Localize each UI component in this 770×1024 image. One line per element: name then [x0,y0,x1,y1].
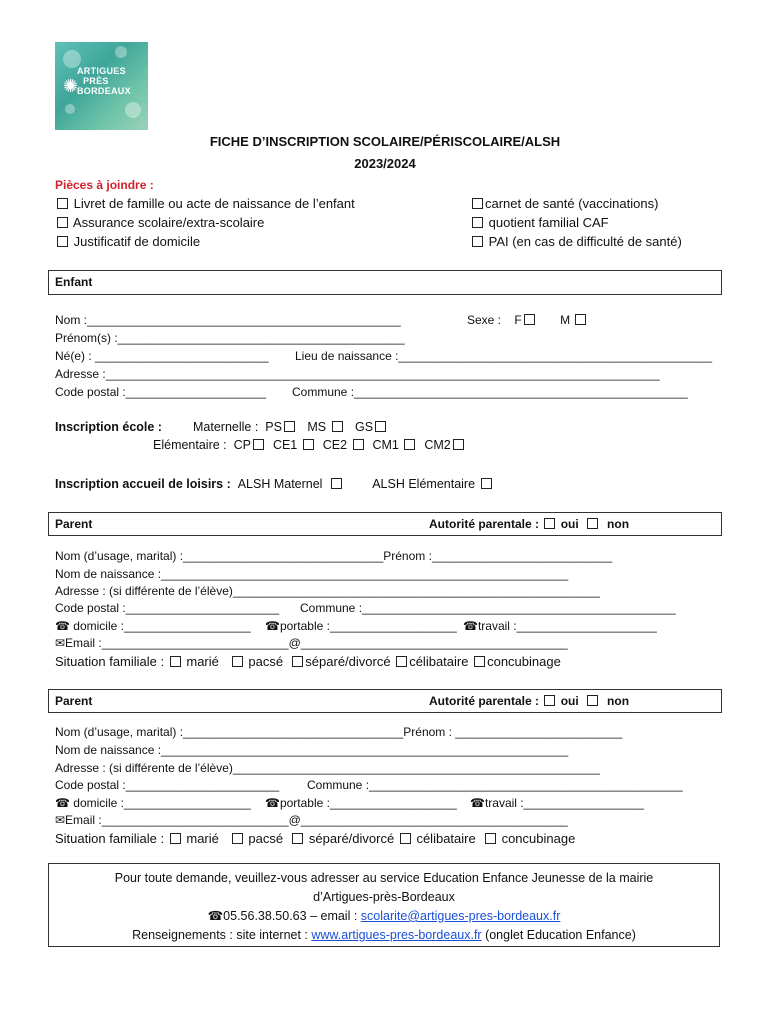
gs-checkbox[interactable] [375,421,386,432]
checkbox[interactable] [57,217,68,228]
alsh-maternel-checkbox[interactable] [331,478,342,489]
ms-checkbox[interactable] [332,421,343,432]
p2-travail-field[interactable]: ☎travail :__________________ [470,796,644,810]
p2-naissance-field[interactable]: Nom de naissance :_____________________________________________________________ [55,743,569,757]
celibataire-checkbox[interactable] [400,833,411,844]
site-link[interactable]: www.artigues-pres-bordeaux.fr [311,928,482,942]
cm2-checkbox[interactable] [453,439,464,450]
ce2-checkbox[interactable] [353,439,364,450]
alsh-row: Inscription accueil de loisirs : ALSH Maternel ALSH Elémentaire [55,477,494,491]
separe-checkbox[interactable] [292,833,303,844]
piece-carnet[interactable]: carnet de santé (vaccinations) [470,196,658,211]
autorite-parentale-2: Autorité parentale : oui non [429,694,630,708]
piece-pai[interactable]: PAI (en cas de difficulté de santé) [470,234,682,249]
celibataire-checkbox[interactable] [396,656,407,667]
piece-assurance[interactable]: Assurance scolaire/extra-scolaire [55,215,264,230]
p2-domicile-field[interactable]: ☎ domicile :___________________ [55,796,251,810]
autorite-parentale-1: Autorité parentale : oui non [429,517,630,531]
pacse-checkbox[interactable] [232,833,243,844]
marie-checkbox[interactable] [170,656,181,667]
p2-situation: Situation familiale : marié pacsé séparé/divorcé célibataire concubinage [55,831,576,846]
ecole-maternelle: Maternelle : PS MS GS [193,420,388,434]
ecole-label: Inscription école : [55,420,162,434]
non-checkbox[interactable] [587,518,598,529]
logo-text: ARTIGUES PRÈS BORDEAUX [77,66,131,96]
piece-livret[interactable]: Livret de famille ou acte de naissance de l’enfant [55,196,355,211]
contact-site: Renseignements : site internet : www.artigues-pres-bordeaux.fr (onglet Education Enfance) [132,928,636,942]
enfant-lieu-field[interactable]: Lieu de naissance :_______________________________________________ [295,349,713,363]
p2-cp-field[interactable]: Code postal :_______________________ [55,778,280,792]
piece-domicile[interactable]: Justificatif de domicile [55,234,200,249]
section-parent-2: Parent Autorité parentale : oui non [48,689,722,713]
contact-line-1: Pour toute demande, veuillez-vous adresser au service Education Enfance Jeunesse de la mairie [114,871,654,885]
enfant-ne-field[interactable]: Né(e) : __________________________ [55,349,269,363]
p1-naissance-field[interactable]: Nom de naissance :_____________________________________________________________ [55,567,569,581]
concubinage-checkbox[interactable] [485,833,496,844]
checkbox[interactable] [472,236,483,247]
oui-checkbox[interactable] [544,518,555,529]
p1-adresse-field[interactable]: Adresse : (si différente de l’élève)_______________________________________________________ [55,584,600,598]
flower-icon: ✺ [63,76,79,96]
ps-checkbox[interactable] [284,421,295,432]
cm1-checkbox[interactable] [404,439,415,450]
concubinage-checkbox[interactable] [474,656,485,667]
p1-email-field[interactable]: ✉Email :____________________________@________________________________________ [55,636,568,650]
p2-commune-field[interactable]: Commune :_______________________________________________ [307,778,683,792]
enfant-nom-field[interactable]: Nom :_______________________________________________ [55,313,401,327]
p1-nom-field[interactable]: Nom (d’usage, marital) :______________________________Prénom :___________________________ [55,549,613,563]
section-parent-1: Parent Autorité parentale : oui non [48,512,722,536]
contact-phone-email: ☎05.56.38.50.63 – email : scolarite@artigues-pres-bordeaux.fr [207,909,561,923]
p1-situation: Situation familiale : marié pacsé séparé/divorcé célibataire concubinage [55,654,561,669]
enfant-commune-field[interactable]: Commune :__________________________________________________ [292,385,688,399]
p1-domicile-field[interactable]: ☎ domicile :___________________ [55,619,251,633]
separe-checkbox[interactable] [292,656,303,667]
p2-portable-field[interactable]: ☎portable :___________________ [265,796,457,810]
p1-travail-field[interactable]: ☎travail :_____________________ [463,619,657,633]
oui-checkbox[interactable] [544,695,555,706]
checkbox[interactable] [57,236,68,247]
alsh-elem-checkbox[interactable] [481,478,492,489]
enfant-adresse-field[interactable]: Adresse :___________________________________________________________________________________ [55,367,660,381]
piece-quotient[interactable]: quotient familial CAF [470,215,609,230]
pacse-checkbox[interactable] [232,656,243,667]
sexe-f-checkbox[interactable] [524,314,535,325]
cp-checkbox[interactable] [253,439,264,450]
checkbox[interactable] [57,198,68,209]
enfant-prenom-field[interactable]: Prénom(s) :___________________________________________ [55,331,405,345]
enfant-sexe: Sexe : F M [467,313,588,327]
p2-nom-field[interactable]: Nom (d’usage, marital) :_________________________________Prénom : _________________________ [55,725,623,739]
ce1-checkbox[interactable] [303,439,314,450]
email-link[interactable]: scolarite@artigues-pres-bordeaux.fr [360,909,561,923]
checkbox[interactable] [472,217,483,228]
p2-email-field[interactable]: ✉Email :____________________________@________________________________________ [55,813,568,827]
contact-line-2: d’Artigues-près-Bordeaux [313,890,455,904]
sexe-m-checkbox[interactable] [575,314,586,325]
p1-cp-field[interactable]: Code postal :_______________________ [55,601,280,615]
p2-adresse-field[interactable]: Adresse : (si différente de l’élève)_______________________________________________________ [55,761,600,775]
logo [55,42,148,130]
ecole-elementaire: Elémentaire : CP CE1 CE2 CM1 CM2 [153,438,466,452]
section-enfant: Enfant [48,270,722,295]
non-checkbox[interactable] [587,695,598,706]
enfant-cp-field[interactable]: Code postal :_____________________ [55,385,266,399]
checkbox[interactable] [472,198,483,209]
school-year: 2023/2024 [354,156,416,171]
contact-box [48,863,720,947]
p1-commune-field[interactable]: Commune :_______________________________________________ [300,601,676,615]
page-title: FICHE D’INSCRIPTION SCOLAIRE/PÉRISCOLAIRE/ALSH [209,134,561,149]
p1-portable-field[interactable]: ☎portable :___________________ [265,619,457,633]
marie-checkbox[interactable] [170,833,181,844]
pieces-heading: Pièces à joindre : [55,178,154,192]
